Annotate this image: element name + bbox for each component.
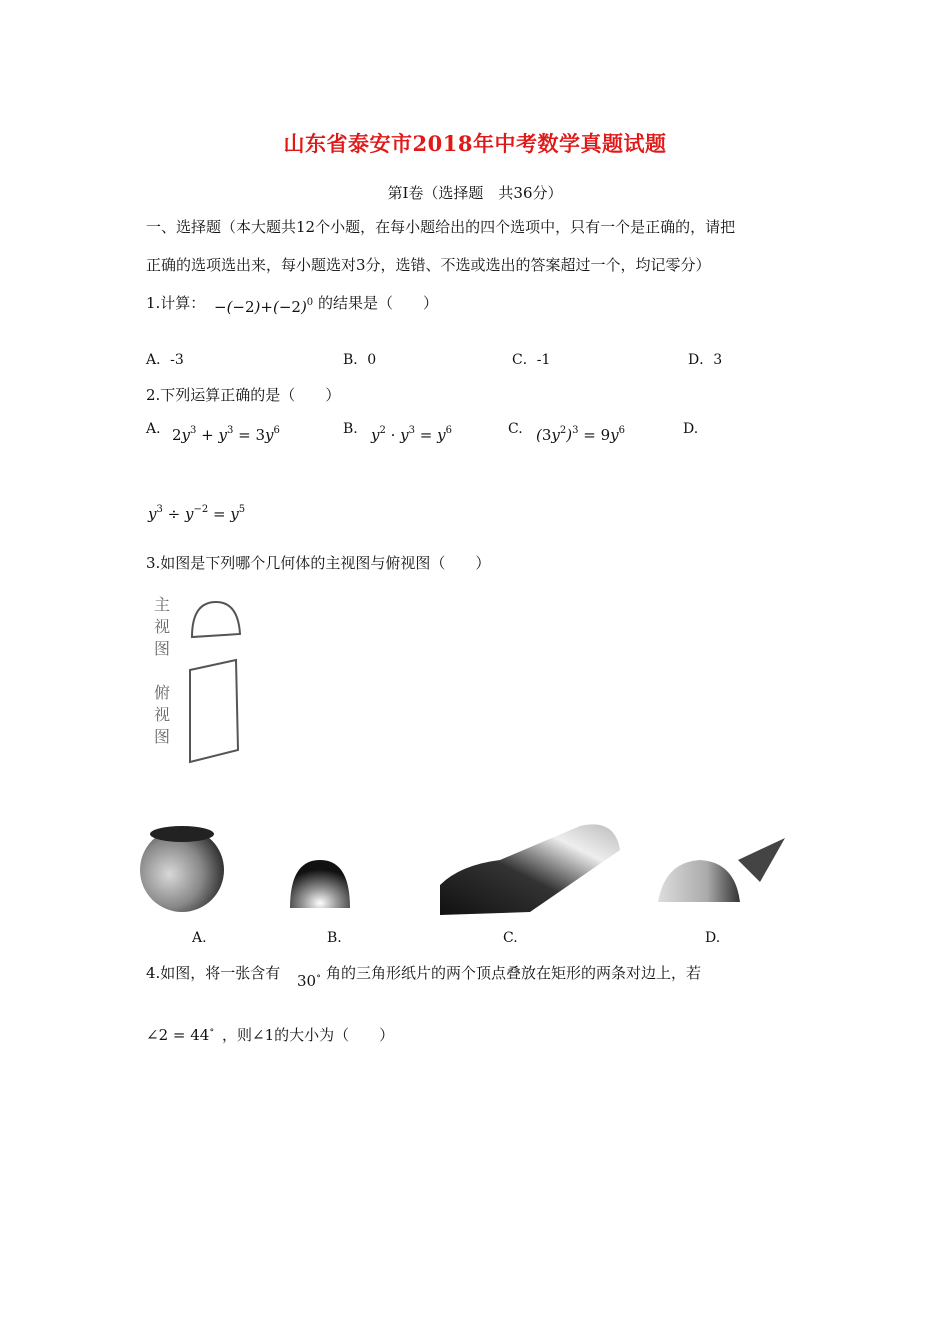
q3-stem: 3.如图是下列哪个几何体的主视图与俯视图（ ） [146,554,491,572]
q2-option-b-expression: $y^2 \cdot y^3 = y^6$ [371,425,452,444]
solid-a-sphere [140,826,224,912]
q4-angle-2-expression: ∠2 = 44∘ [146,1025,215,1044]
q2-label-b: B. [343,421,358,437]
top-view-label: 俯视图 [154,683,171,746]
q3-option-c: C. [503,930,518,946]
q1-expression: $-(-2)+(-2)^0$ [214,297,314,316]
solid-d-half-cone [658,838,785,902]
solids-figure [140,820,800,920]
q4-angle-30: 30∘ [297,971,321,990]
q2-label-a: A. [146,421,161,437]
q4-line2-suffix: ，则∠1的大小为（ ） [222,1026,395,1044]
q1-suffix: 的结果是（ ） [318,294,439,312]
section-heading: 第Ⅰ卷（选择题 共36分） [387,184,563,202]
q2-option-a-expression: $2y^3 + y^3 = 3y^6$ [172,425,280,444]
front-view-label: 主视图 [154,595,171,658]
q1-option-b: B．0 [343,352,377,368]
q3-option-b: B. [327,930,342,946]
instructions-line-1: 一、选择题（本大题共12个小题，在每小题给出的四个选项中，只有一个是正确的，请把 [146,218,736,236]
q4-line1-suffix: 角的三角形纸片的两个顶点叠放在矩形的两条对边上，若 [326,964,702,982]
views-figure [180,590,260,770]
q3-option-d: D. [705,930,721,946]
top-view-rectangle [190,660,238,762]
q2-option-d-expression: $y^3 \div y^{-2} = y^5$ [148,504,246,523]
q2-option-c-expression: $(3y^2)^3 = 9y^6$ [536,425,626,444]
q1-prefix: 1.计算： [146,294,206,312]
page-title: 山东省泰安市2018年中考数学真题试题 [283,131,667,156]
q2-label-c: C. [508,421,523,437]
q1-option-c: C．-1 [512,352,551,368]
front-view-semicircle [192,602,240,637]
q1-option-d: D．3 [688,352,723,368]
q1-option-a: A．-3 [146,352,184,368]
q2-label-d: D. [683,421,699,437]
solid-c-half-cylinder [440,824,620,915]
solid-b-hemisphere [290,860,350,908]
instructions-line-2: 正确的选项选出来，每小题选对3分，选错、不选或选出的答案超过一个，均记零分） [146,256,711,274]
q2-stem: 2.下列运算正确的是（ ） [146,386,341,404]
q4-line1-prefix: 4.如图，将一张含有 [146,964,281,982]
q3-option-a: A. [192,930,207,946]
